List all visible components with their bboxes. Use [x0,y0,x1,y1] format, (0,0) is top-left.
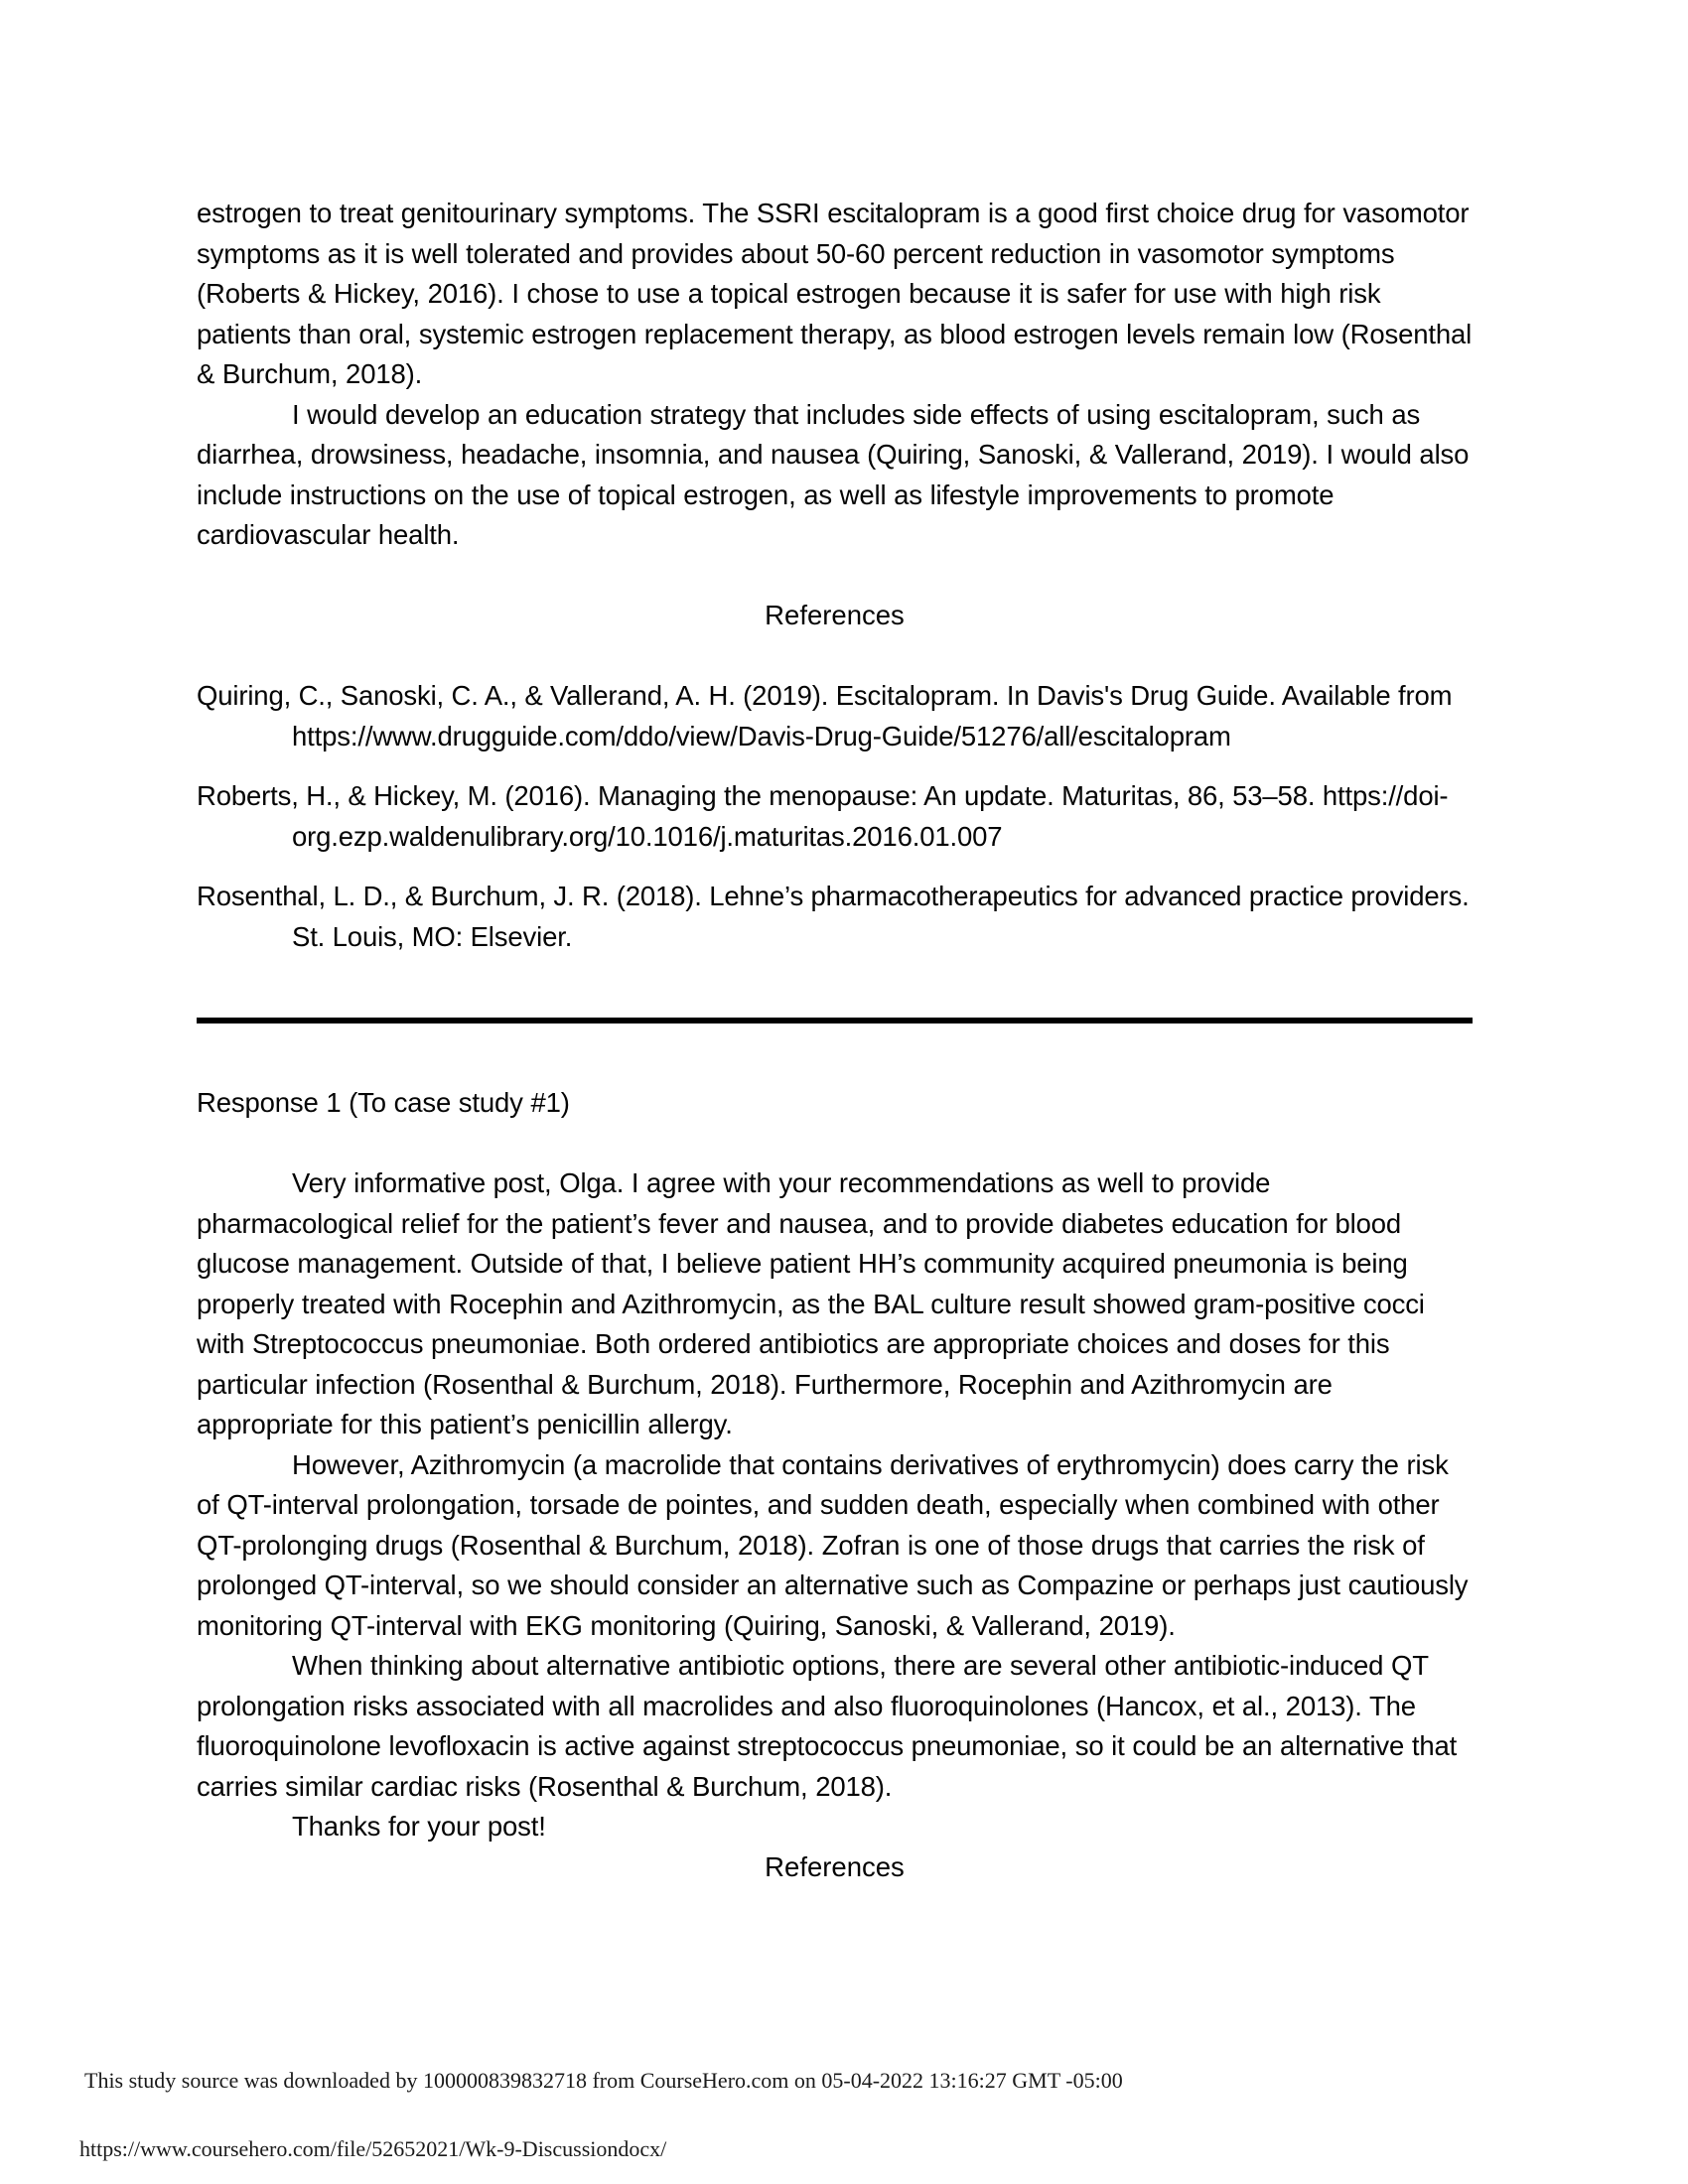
response-heading: Response 1 (To case study #1) [197,1087,570,1118]
vertical-spacer [197,857,1473,877]
references-heading-1: References [765,600,905,630]
paragraph-continued-estrogen: estrogen to treat genitourinary symptoms. The SSRI escitalopram is a good first choice drug for vasomotor symptoms as it is well tolerated and provides about 50-60 percent reduction in vasomotor symptoms (Roberts & Hickey, 2016). I chose to use a topical estrogen because it is safer for use with high risk patients than oral, systemic estrogen replacement therapy, as blood estrogen levels remain low (Rosenthal & Burchum, 2018). [197,198,1473,389]
reference-entry-quiring: Quiring, C., Sanoski, C. A., & Vallerand, A. H. (2019). Escitalopram. In Davis's Drug Guide. Available from https://www.drugguide.com/ddo/view/Davis-Drug-Guide/51276/all/escitalopram [197,680,1453,751]
reference-entry-roberts: Roberts, H., & Hickey, M. (2016). Managing the menopause: An update. Maturitas, 86, 53–58. https://doi-org.ezp.waldenulibrary.org/10.1016/j.maturitas.2016.01.007 [197,780,1449,852]
vertical-spacer [197,756,1473,776]
vertical-spacer [197,998,1473,1018]
footer-download-notice: This study source was downloaded by 100000839832718 from CourseHero.com on 05-04-2022 13:16:27 GMT -05:00 [84,2068,1123,2093]
paragraph-response-azithromycin: However, Azithromycin (a macrolide that contains derivatives of erythromycin) does carry the risk of QT-interval prolongation, torsade de pointes, and sudden death, especially when combined with other QT-prolonging drugs (Rosenthal & Burchum, 2018). Zofran is one of those drugs that carries the risk of prolonged QT-interval, so we should consider an alternative such as Compazine or perhaps just cautiously monitoring QT-interval with EKG monitoring (Quiring, Sanoski, & Vallerand, 2019). [197,1448,1469,1641]
paragraph-education-strategy: I would develop an education strategy that includes side effects of using escitalopram, such as diarrhea, drowsiness, headache, insomnia, and nausea (Quiring, Sanoski, & Vallerand, 2019). I would also include instructions on the use of topical estrogen, as well as lifestyle improvements to promote cardiovascular health. [197,398,1470,550]
vertical-spacer [197,1124,1473,1164]
vertical-spacer [197,556,1473,597]
vertical-spacer [197,957,1473,998]
reference-entry-rosenthal: Rosenthal, L. D., & Burchum, J. R. (2018). Lehne’s pharmacotherapeutics for advanced practice providers. St. Louis, MO: Elsevier. [197,881,1470,952]
references-heading-2: References [765,1850,905,1882]
vertical-spacer [197,1063,1473,1083]
paragraph-response-opening: Very informative post, Olga. I agree with your recommendations as well to provide pharmacological relief for the patient’s fever and nausea, and to provide diabetes education for blood glucose management. Outside of that, I believe patient HH’s community acquired pneumonia is being properly treated with Rocephin and Azithromycin, as the BAL culture result showed gram-positive cocci with Streptococcus pneumoniae. Both ordered antibiotics are appropriate choices and doses for this particular infection (Rosenthal & Burchum, 2018). Furthermore, Rocephin and Azithromycin are appropriate for this patient’s penicillin allergy. [197,1167,1425,1439]
paragraph-response-closing: Thanks for your post! [292,1811,546,1842]
vertical-spacer [197,636,1473,677]
footer-source-url[interactable]: https://www.coursehero.com/file/52652021/Wk-9-Discussiondocx/ [79,2136,667,2161]
paragraph-response-alternatives: When thinking about alternative antibiotic options, there are several other antibiotic-induced QT prolongation risks associated with all macrolides and also fluoroquinolones (Hancox, et al., 2013). The fluoroquinolone levofloxacin is active against streptococcus pneumoniae, so it could be an alternative that carries similar cardiac risks (Rosenthal & Burchum, 2018). [197,1650,1458,1802]
vertical-spacer [197,1024,1473,1064]
document-body [197,194,1473,1887]
